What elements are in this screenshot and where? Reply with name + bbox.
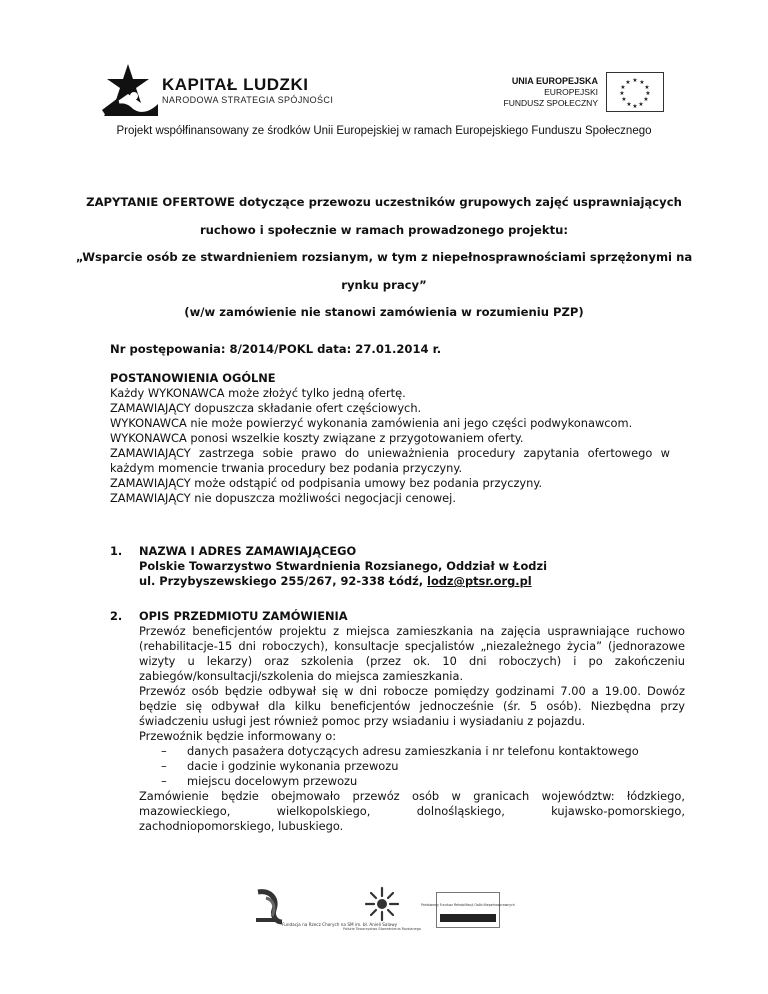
orderer-name: Polskie Towarzystwo Stwardnienia Rozsianego, Oddział w Łodzi bbox=[139, 559, 547, 573]
eu-line-1: UNIA EUROPEJSKA bbox=[511, 76, 598, 86]
section-1 bbox=[110, 544, 680, 589]
info-list bbox=[139, 744, 685, 789]
kapital-ludzki-logo bbox=[98, 60, 162, 120]
brand-title: KAPITAŁ LUDZKI bbox=[162, 75, 309, 94]
section-2-number: 2. bbox=[110, 609, 123, 623]
cofinancing-note: Projekt współfinansowany ze środków Unii Europejskiej w ramach Europejskiego Funduszu Społecznego bbox=[116, 125, 652, 137]
svg-text:★: ★ bbox=[638, 101, 644, 108]
general-line: Każdy WYKONAWCA może złożyć tylko jedną ofertę. bbox=[110, 386, 406, 400]
general-heading: POSTANOWIENIA OGÓLNE bbox=[110, 371, 276, 385]
partner-logo bbox=[421, 892, 515, 928]
reference-number: Nr postępowania: 8/2014/POKL data: 27.01.2014 r. bbox=[110, 342, 442, 356]
general-provisions bbox=[110, 371, 670, 506]
section-1-number: 1. bbox=[110, 544, 123, 558]
title-line-3: „Wsparcie osób ze stwardnieniem rozsianym, w tym z niepełnosprawnościami sprzężonymi na bbox=[75, 250, 693, 264]
svg-text:★: ★ bbox=[639, 79, 645, 86]
eu-line-2: EUROPEJSKI bbox=[544, 87, 598, 97]
general-line: WYKONAWCA ponosi wszelkie koszty związane z przygotowaniem oferty. bbox=[110, 431, 524, 445]
eu-line-3: FUNDUSZ SPOŁECZNY bbox=[503, 98, 598, 108]
section-2-paragraph: Przewoźnik będzie informowany o: bbox=[139, 729, 337, 743]
list-item: – danych pasażera dotyczących adresu zamieszkania i nr telefonu kontaktowego bbox=[161, 744, 685, 759]
foundation-caption: Fundacja na Rzecz Chorych na SM im. bł. Anieli Salawy bbox=[282, 922, 398, 927]
page-header bbox=[0, 0, 768, 150]
svg-text:★: ★ bbox=[644, 84, 650, 91]
general-line: ZAMAWIAJĄCY nie dopuszcza możliwości negocjacji cenowej. bbox=[110, 491, 456, 505]
address-text: ul. Przybyszewskiego 255/267, 92-338 Łódź, bbox=[139, 574, 428, 588]
section-1-heading: NAZWA I ADRES ZAMAWIAJĄCEGO bbox=[139, 544, 357, 558]
ptsr-caption: Polskie Towarzystwo Stwardnienia Rozsianego bbox=[343, 927, 421, 931]
eu-text bbox=[504, 76, 598, 109]
title-line-5: (w/w zamówienie nie stanowi zamówienia w rozumieniu PZP) bbox=[184, 305, 584, 319]
ptsr-logo bbox=[343, 884, 421, 940]
svg-text:★: ★ bbox=[632, 77, 638, 84]
title-line-1: ZAPYTANIE OFERTOWE dotyczące przewozu uczestników grupowych zajęć usprawniających bbox=[86, 195, 682, 209]
svg-text:★: ★ bbox=[619, 90, 625, 97]
svg-text:★: ★ bbox=[626, 101, 632, 108]
document-title bbox=[0, 195, 768, 333]
general-line: ZAMAWIAJĄCY zastrzega sobie prawo do unieważnienia procedury zapytania ofertowego w każdym momencie trwania procedury bez podania przyczyny. bbox=[110, 446, 670, 475]
general-line: ZAMAWIAJĄCY dopuszcza składanie ofert częściowych. bbox=[110, 401, 422, 415]
svg-text:★: ★ bbox=[632, 103, 638, 110]
section-2-paragraph: Przewóz beneficjentów projektu z miejsca zamieszkania na zajęcia usprawniające ruchowo (rehabilitacje-15 dni roboczych), konsultacje specjalistów „niezależnego życia” (jednorazowe wizyty u lekarzy) oraz szkolenia (przez ok. 10 dni roboczych) i po zakończeniu zabiegów/konsultacji/szkolenia do miejsca zamieszkania. bbox=[139, 624, 685, 683]
title-line-2: ruchowo i społecznie w ramach prowadzonego projektu: bbox=[199, 222, 569, 237]
orderer-address bbox=[139, 574, 680, 589]
svg-text:★: ★ bbox=[625, 79, 631, 86]
svg-text:★: ★ bbox=[621, 96, 627, 103]
list-item: – miejscu docelowym przewozu bbox=[161, 774, 685, 789]
section-2-heading: OPIS PRZEDMIOTU ZAMÓWIENIA bbox=[139, 609, 348, 623]
section-2 bbox=[110, 609, 685, 834]
brand-subtitle: NARODOWA STRATEGIA SPÓJNOŚCI bbox=[162, 95, 334, 105]
footer-logos bbox=[0, 878, 768, 948]
title-line-4: rynku pracy” bbox=[341, 277, 427, 292]
svg-text:★: ★ bbox=[645, 90, 651, 97]
section-2-paragraph: Przewóz osób będzie odbywał się w dni robocze pomiędzy godzinami 7.00 a 19.00. Dowóz będzie się odbywał dla kilku beneficjentów jednocześnie (śr. 5 osób). Niezbędna przy świadczeniu usługi jest również pomoc przy wsiadaniu i wysiadaniu z pojazdu. bbox=[139, 684, 685, 728]
section-2-paragraph: Zamówienie będzie obejmowało przewóz osób w granicach województw: łódzkiego, mazowieckiego, wielkopolskiego, dolnośląskiego, kujawsko-pomorskiego, zachodniopomorskiego, lubuskiego. bbox=[139, 789, 685, 833]
general-line: WYKONAWCA nie może powierzyć wykonania zamówienia ani jego części podwykonawcom. bbox=[110, 416, 633, 430]
eu-flag-icon bbox=[606, 72, 664, 112]
svg-text:★: ★ bbox=[620, 84, 626, 91]
svg-text:★: ★ bbox=[643, 96, 649, 103]
general-line: ZAMAWIAJĄCY może odstąpić od podpisania umowy bez podania przyczyny. bbox=[110, 476, 543, 490]
list-item: – dacie i godzinie wykonania przewozu bbox=[161, 759, 685, 774]
email-link[interactable]: lodz@ptsr.org.pl bbox=[427, 574, 532, 588]
partner-caption: Państwowy Fundusz Rehabilitacji Osób Niepełnosprawnych bbox=[421, 903, 515, 907]
